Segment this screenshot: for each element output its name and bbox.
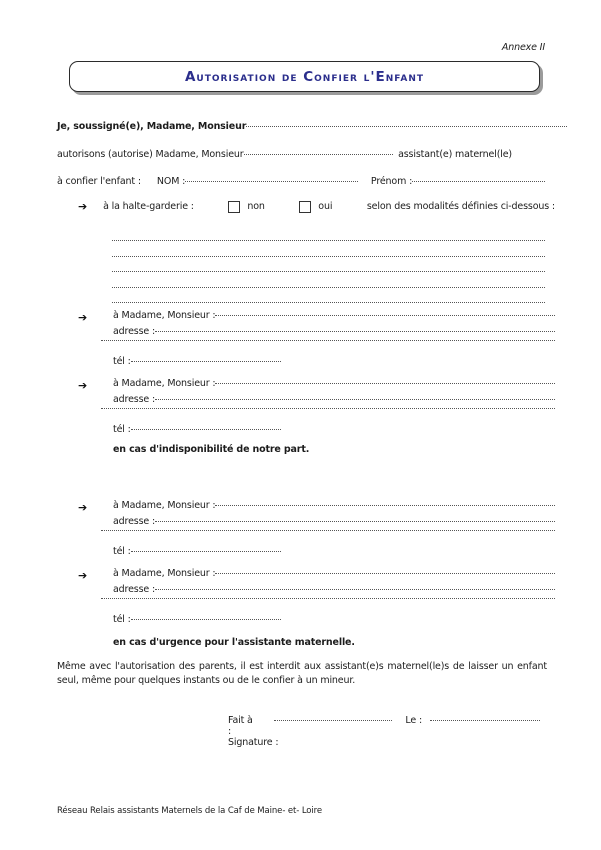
adresse-field-line2[interactable] <box>101 530 555 531</box>
prenom-field[interactable] <box>412 181 545 182</box>
modalites-lines <box>112 226 545 303</box>
tel-label: tél : <box>113 614 131 625</box>
oui-checkbox[interactable] <box>299 201 311 213</box>
adresse-field[interactable] <box>155 331 555 332</box>
annexe-label: Annexe II <box>501 42 545 53</box>
modalites-label: selon des modalités définies ci-dessous : <box>366 201 555 212</box>
person-label: à Madame, Monsieur : <box>113 310 216 321</box>
tel-field[interactable] <box>131 551 281 552</box>
person-field[interactable] <box>215 315 555 316</box>
person-field[interactable] <box>215 573 555 574</box>
person-field[interactable] <box>215 383 555 384</box>
page-title: Autorisation de Confier l'Enfant <box>184 68 424 85</box>
non-checkbox[interactable] <box>228 201 240 213</box>
arrow-icon: ➔ <box>78 379 88 392</box>
footer-text: Réseau Relais assistants Maternels de la Caf de Maine- et- Loire <box>57 806 323 816</box>
non-label: non <box>247 201 265 212</box>
adresse-field[interactable] <box>155 589 555 590</box>
intro-line-1 <box>57 121 567 132</box>
modalites-field[interactable] <box>112 272 545 287</box>
urgence-note: en cas d'urgence pour l'assistante maternelle. <box>113 637 355 648</box>
contact-block-2 <box>78 378 555 440</box>
tel-field[interactable] <box>131 429 281 430</box>
modalites-field[interactable] <box>112 288 545 303</box>
adresse-field[interactable] <box>155 399 555 400</box>
signature-label: Signature : <box>228 737 279 748</box>
adresse-field-line2[interactable] <box>101 408 555 409</box>
halte-garderie-row <box>78 200 555 213</box>
soussigne-label: Je, soussigné(e), Madame, Monsieur <box>57 121 247 132</box>
modalites-field[interactable] <box>112 226 545 241</box>
indisponibilite-note: en cas d'indisponibilité de notre part. <box>113 444 310 455</box>
contact-block-4 <box>78 568 555 630</box>
adresse-field-line2[interactable] <box>101 340 555 341</box>
arrow-icon: ➔ <box>78 200 88 213</box>
fait-le-row <box>228 715 540 737</box>
person-field[interactable] <box>215 505 555 506</box>
modalites-field[interactable] <box>112 257 545 272</box>
arrow-icon: ➔ <box>78 311 88 324</box>
halte-garderie-label: à la halte-garderie : <box>103 201 194 212</box>
arrow-icon: ➔ <box>78 501 88 514</box>
nom-label: NOM : <box>156 176 186 187</box>
nom-field[interactable] <box>185 181 358 182</box>
person-label: à Madame, Monsieur : <box>113 568 216 579</box>
oui-label: oui <box>318 201 333 212</box>
fait-a-field[interactable] <box>274 720 392 721</box>
autorisons-label: autorisons (autorise) Madame, Monsieur <box>57 149 244 160</box>
intro-line-2 <box>57 149 512 160</box>
tel-label: tél : <box>113 356 131 367</box>
adresse-field-line2[interactable] <box>101 598 555 599</box>
person-label: à Madame, Monsieur : <box>113 378 216 389</box>
tel-label: tél : <box>113 424 131 435</box>
confier-enfant-label: à confier l'enfant : <box>57 176 141 187</box>
le-field[interactable] <box>430 720 540 721</box>
contact-block-1 <box>78 310 555 372</box>
tel-field[interactable] <box>131 361 281 362</box>
adresse-label: adresse : <box>113 326 156 337</box>
adresse-label: adresse : <box>113 516 156 527</box>
tel-field[interactable] <box>131 619 281 620</box>
title-box <box>69 61 540 92</box>
contact-block-3 <box>78 500 555 562</box>
tel-label: tél : <box>113 546 131 557</box>
adresse-label: adresse : <box>113 584 156 595</box>
adresse-field[interactable] <box>155 521 555 522</box>
fait-a-label: Fait à : <box>228 715 253 737</box>
modalites-field[interactable] <box>112 241 545 256</box>
adresse-label: adresse : <box>113 394 156 405</box>
assistant-name-field[interactable] <box>244 154 394 155</box>
soussigne-field[interactable] <box>246 126 567 127</box>
le-label: Le : <box>405 715 422 726</box>
person-label: à Madame, Monsieur : <box>113 500 216 511</box>
legal-paragraph: Même avec l'autorisation des parents, il est interdit aux assistant(e)s maternel(le)s de laisser un enfant seul, même pour quelques instants ou de le confier à un mineur. <box>57 661 547 687</box>
arrow-icon: ➔ <box>78 569 88 582</box>
prenom-label: Prénom : <box>370 176 413 187</box>
intro-line-3 <box>57 176 545 187</box>
assistant-suffix-label: assistant(e) maternel(le) <box>398 149 512 160</box>
